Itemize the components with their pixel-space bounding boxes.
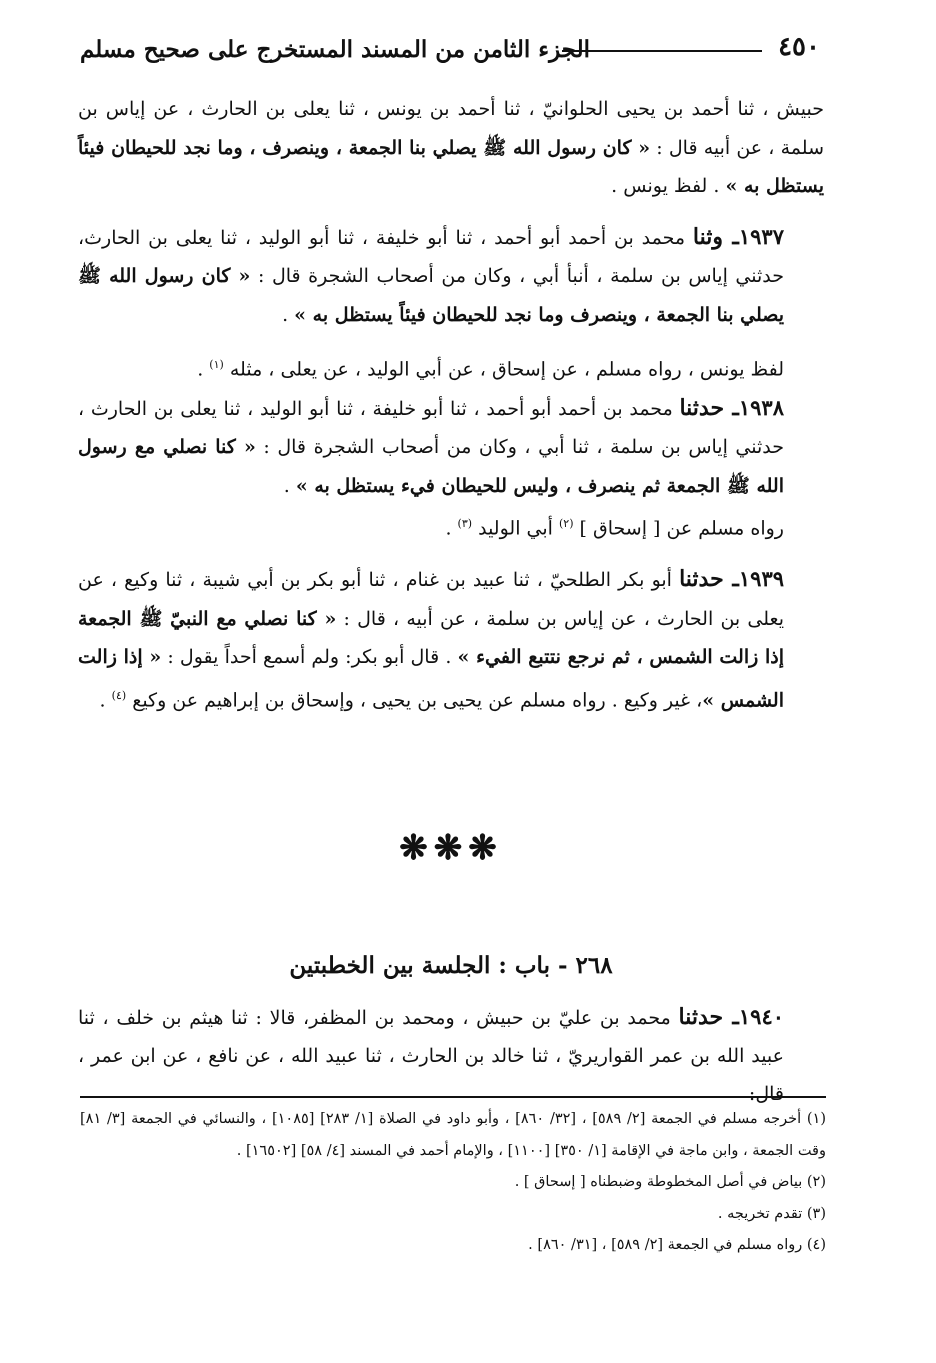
main-text [78, 90, 824, 719]
footnote-item: (٣) تقدم تخريجه . [717, 1205, 826, 1222]
hadith-lead: ـ وثنا [692, 223, 739, 250]
hadith-1938 [78, 389, 824, 506]
footnotes [80, 1104, 826, 1262]
footnote-rule [80, 1096, 826, 1098]
page-header [70, 28, 830, 78]
hadith-text: أبو بكر الطلحيّ ، ثنا عبيد بن غنام ، ثنا أبو بكر بن أبي شيبة ، ثنا وكيع ، عن يعلى بن الحارث ، عن إياس بن سلمة ، عن أبيه ، قال : [78, 569, 784, 630]
hadith-quote: « كان رسول الله ﷺ يصلي بنا الجمعة ، وينصرف وما نجد للحيطان فيئاً يستظل به » [78, 265, 784, 326]
hadith-continuation [78, 90, 824, 206]
hadith-quote: « كنا نصلي مع النبيّ ﷺ الجمعة إذا زالت الشمس ، ثم نرجع نتتبع الفيء » [78, 607, 785, 669]
hadith-1939 [78, 560, 824, 719]
hadith-lead: ـ حدثنا [679, 394, 739, 421]
footnote-item: (١) أخرجه مسلم في الجمعة [٢/ ٥٨٩] ، [٣٢/ ٨٦٠] ، وأبو داود في الصلاة [١/ ٢٨٣] [١٠٨٥] ، والنسائي في الجمعة [٣/ ٨١] وقت الجمعة ، وابن ماجة في الإقامة [١/ ٣٥٠] [١١٠٠] ، والإمام أحمد في المسند [٤/ ٥٨] [١٦٥٠٢] . [80, 1111, 827, 1159]
hadith-text: محمد بن أحمد أبو أحمد ، ثنا أبو خليفة ، ثنا أبو الوليد ، ثنا يعلى بن الحارث، حدثني إياس بن سلمة ، أنبأ أبي ، وكان من أصحاب الشجرة قال : [78, 226, 784, 287]
hadith-lead: ـ حدثنا [678, 1004, 739, 1030]
footnote-item: (٤) رواه مسلم في الجمعة [٢/ ٥٨٩] ، [٣١/ ٨٦٠] . [528, 1237, 826, 1253]
note-text: لفظ يونس ، رواه مسلم ، عن إسحاق ، عن أبي الوليد ، عن يعلى ، مثله [229, 358, 784, 381]
section-separator: ❋❋❋ [399, 828, 503, 868]
hadith-tail: ، غير وكيع . رواه مسلم عن يحيى بن يحيى ، وإسحاق بن إبراهيم عن وكيع [132, 688, 703, 711]
hadith-number: ١٩٣٩ [738, 566, 785, 592]
hadith-quote: « كنا نصلي مع رسول الله ﷺ الجمعة ثم ينصرف ، وليس للحيطان فيء يستظل به » [78, 436, 784, 497]
header-rule [562, 50, 762, 52]
footnote-item: (٢) بياض في أصل المخطوطة وضبطناه [ إسحاق ] . [514, 1174, 826, 1190]
note-tail: . [197, 358, 210, 381]
chapter-heading: ٢٦٨ - باب : الجلسة بين الخطبتين [289, 952, 613, 979]
hadith-text: حبيش ، ثنا أحمد بن يحيى الحلوانيّ ، ثنا أحمد بن يونس ، ثنا يعلى بن الحارث ، عن إياس بن سلمة ، عن أبيه قال : [78, 98, 824, 159]
hadith-quote: « كان رسول الله ﷺ يصلي بنا الجمعة ، وينصرف ، وما نجد للحيطان فيئاً يستظل به » [78, 136, 824, 197]
footnote-ref: (٢) [558, 517, 574, 531]
hadith-text: محمد بن أحمد أبو أحمد ، ثنا أبو خليفة ، ثنا أبو الوليد ، ثنا يعلى بن الحارث ، حدثني إياس بن سلمة ، ثنا أبي ، وكان من أصحاب الشجرة قال : [78, 397, 784, 459]
hadith-number: ١٩٣٧ [738, 223, 784, 249]
hadith-note [78, 346, 824, 389]
hadith-end: . [99, 688, 112, 711]
hadith-lead: ـ حدثنا [679, 566, 739, 593]
hadith-1937 [78, 218, 824, 335]
note-text: رواه مسلم عن [ إسحاق ] [573, 517, 784, 540]
footnote-ref: (٣) [457, 517, 473, 531]
hadith-note [78, 505, 824, 548]
footnote-ref: (١) [209, 358, 224, 371]
hadith-number: ١٩٤٠ [738, 1004, 785, 1029]
note-text: أبي الوليد [472, 517, 559, 540]
running-title: الجزء الثامن من المسند المستخرج على صحيح مسلم [80, 36, 590, 63]
note-tail: . [445, 517, 458, 540]
hadith-tail: . [283, 474, 296, 497]
hadith-number: ١٩٣٨ [738, 394, 784, 420]
hadith-text: محمد بن عليّ بن حبيش ، ومحمد بن المظفر، قالا : ثنا هيثم بن خلف ، ثنا عبيد الله بن عمر القواريريّ ، ثنا خالد بن الحارث ، ثنا عبيد الله ، عن نافع ، عن ابن عمر ، قال: [78, 1007, 784, 1105]
page-number: ٤٥٠ [778, 32, 820, 62]
hadith-tail: . لفظ يونس . [611, 175, 726, 197]
hadith-text: . قال أبو بكر: ولم أسمع أحداً يقول : [161, 646, 458, 669]
footnote-ref: (٤) [111, 688, 127, 702]
hadith-tail: . [282, 303, 295, 326]
hadith-quote: « إذا زالت الشمس » [78, 646, 784, 711]
